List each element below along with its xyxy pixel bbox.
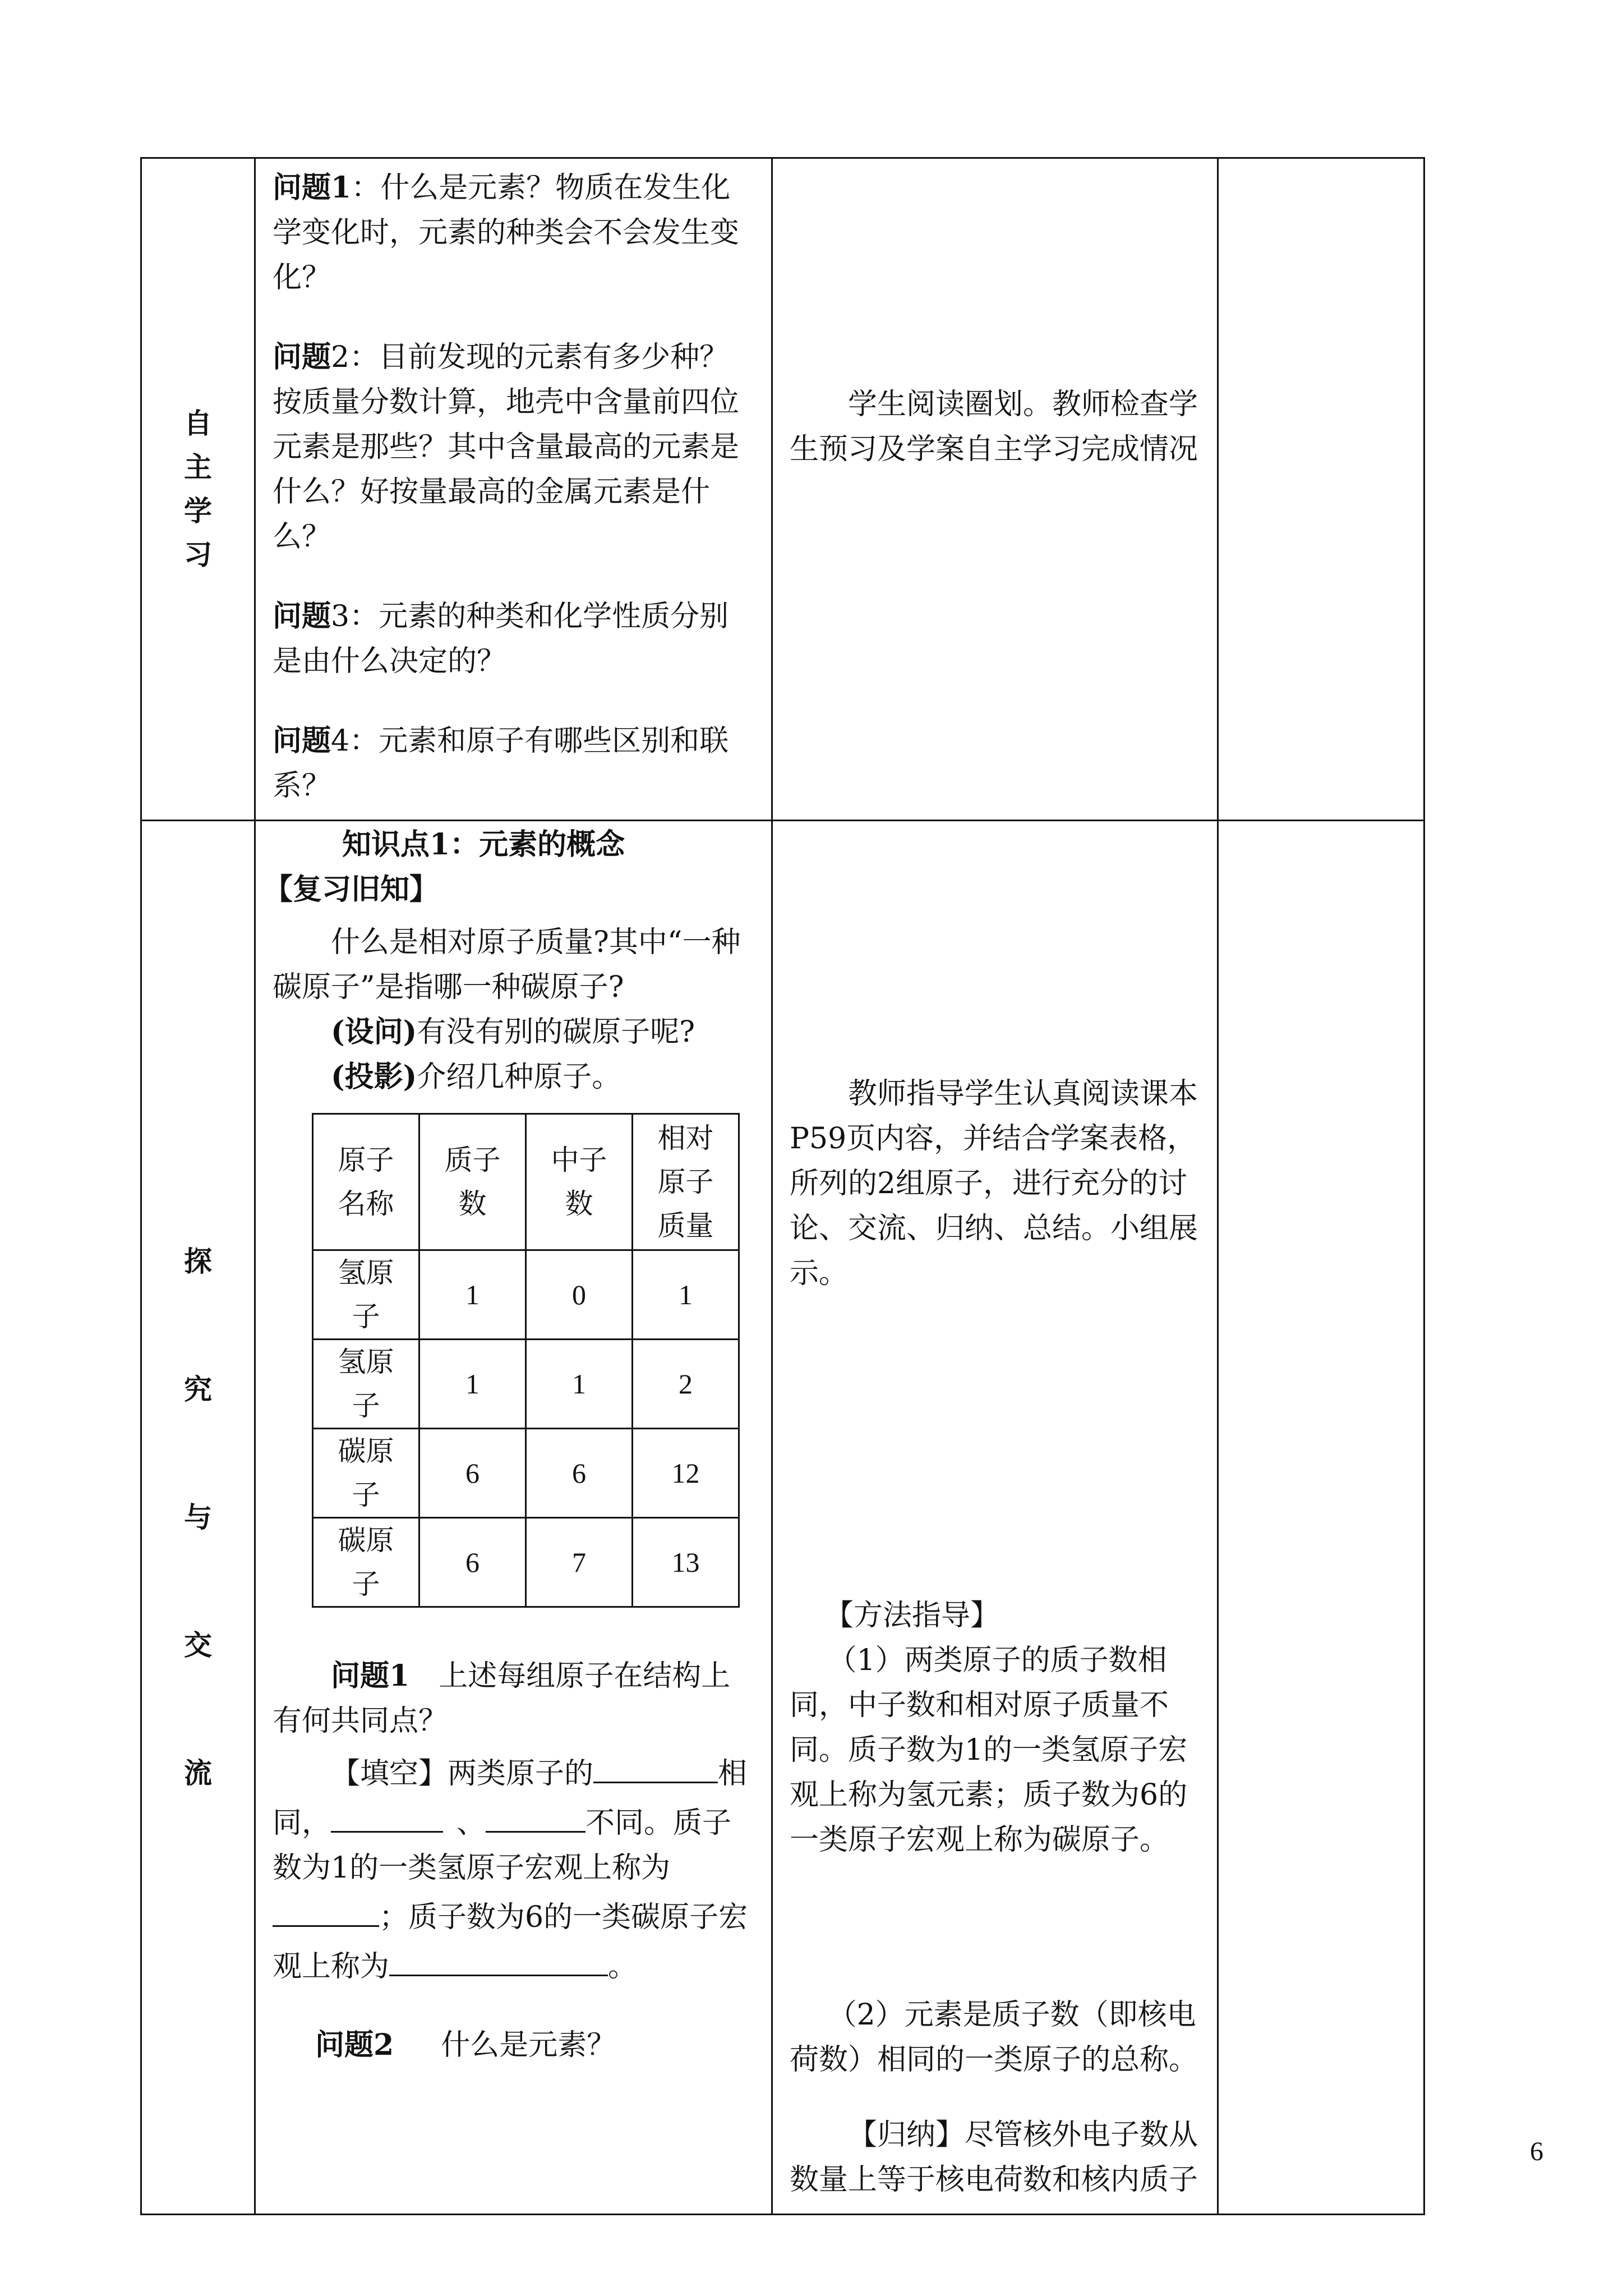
atom-table-header: 中子数 [526, 1114, 633, 1250]
proton-cell: 6 [419, 1518, 526, 1607]
atom-name-cell: 碳原子 [313, 1429, 419, 1518]
atom-name-cell: 氢原子 [313, 1340, 419, 1429]
atom-table-header: 质子数 [419, 1114, 526, 1250]
section-inquiry-label: 探 究 与 交 流 [141, 821, 255, 2215]
atom-table-row [313, 1429, 739, 1518]
mass-cell: 12 [633, 1429, 739, 1518]
teacher-guidance: 教师指导学生认真阅读课本P59页内容，并结合学案表格，所列的2组原子，进行充分的讨论、交流、归纳、总结。小组展示。 [790, 1077, 1198, 1290]
self-study-question-3: 问题3：元素的种类和化学性质分别是由什么决定的？ [273, 599, 729, 678]
atom-table-header-row [313, 1114, 739, 1250]
proton-cell: 1 [419, 1340, 526, 1429]
section-self-study-label: 自 主 学 习 [141, 158, 255, 821]
section-inquiry-row [141, 821, 1424, 2215]
review-heading: 【复习旧知】 [264, 872, 439, 907]
mass-cell: 2 [633, 1340, 739, 1429]
self-study-question-1: 问题1：什么是元素？物质在发生化学变化时，元素的种类会不会发生变化？ [273, 171, 740, 295]
atom-table-header: 原子名称 [313, 1114, 419, 1250]
self-study-teacher-note: 学生阅读圈划。教师检查学生预习及学案自主学习完成情况 [790, 388, 1198, 466]
method-point-1: （1）两类原子的质子数相同，中子数和相对原子质量不同。质子数为1的一类氢原子宏观上称为氢元素；质子数为6的一类原子宏观上称为碳原子。 [790, 1644, 1188, 1857]
inquiry-notes-cell [1218, 821, 1424, 2215]
blank-1[interactable] [593, 1747, 718, 1783]
proton-cell: 6 [419, 1429, 526, 1518]
proton-cell: 1 [419, 1250, 526, 1340]
atom-table-header: 相对原子质量 [633, 1114, 739, 1250]
ask-line: (设问)有没有别的碳原子呢? [331, 1015, 695, 1049]
inquiry-content-cell [255, 821, 772, 2215]
method-heading: 【方法指导】 [824, 1599, 1000, 1632]
knowledge-point-title: 知识点1：元素的概念 [342, 827, 625, 862]
fill-in-blank: 【填空】两类原子的 相同， 、 不同。质子数为1的一类氢原子宏观上称为；质子数为6的一类碳原子宏观上称为 。 [273, 1747, 758, 1989]
blank-3[interactable] [486, 1796, 585, 1833]
atom-table-row [313, 1250, 739, 1340]
self-study-teacher-cell [772, 158, 1218, 821]
atom-table-row [313, 1340, 739, 1429]
lesson-plan-table [140, 157, 1425, 2215]
atom-table [312, 1113, 740, 1608]
method-point-2: （2）元素是质子数（即核电荷数）相同的一类原子的总称。 [790, 1998, 1198, 2077]
atom-table-row [313, 1518, 739, 1607]
blank-5[interactable] [389, 1940, 608, 1976]
self-study-question-2: 问题2：目前发现的元素有多少种？按质量分数计算，地壳中含量前四位元素是那些？其中含量最高的元素是什么？好按量最高的金属元素是什么？ [273, 340, 740, 554]
summary-text: 【归纳】尽管核外电子数从数量上等于核电荷数和核内质子 [790, 2118, 1198, 2197]
mass-cell: 1 [633, 1250, 739, 1340]
inquiry-question-2: 问题2 什么是元素？ [315, 2028, 616, 2062]
self-study-notes-cell [1218, 158, 1424, 821]
atom-table-wrap [256, 1111, 771, 1634]
review-question: 什么是相对原子质量?其中“一种碳原子”是指哪一种碳原子? [273, 926, 741, 1004]
blank-4[interactable] [273, 1890, 379, 1927]
projection-line: (投影)介绍几种原子。 [331, 1060, 621, 1094]
inquiry-teacher-cell [772, 821, 1218, 2215]
atom-name-cell: 碳原子 [313, 1518, 419, 1607]
inquiry-question-1: 问题1 上述每组原子在结构上有何共同点？ [273, 1659, 731, 1738]
mass-cell: 13 [633, 1518, 739, 1607]
neutron-cell: 7 [526, 1518, 633, 1607]
section-self-study-row [141, 158, 1424, 821]
self-study-question-4: 问题4：元素和原子有哪些区别和联系？ [273, 724, 729, 803]
neutron-cell: 6 [526, 1429, 633, 1518]
blank-2[interactable] [331, 1796, 443, 1833]
neutron-cell: 1 [526, 1340, 633, 1429]
atom-name-cell: 氢原子 [313, 1250, 419, 1340]
neutron-cell: 0 [526, 1250, 633, 1340]
page-number: 6 [1530, 2137, 1543, 2166]
self-study-questions-cell [255, 158, 772, 821]
